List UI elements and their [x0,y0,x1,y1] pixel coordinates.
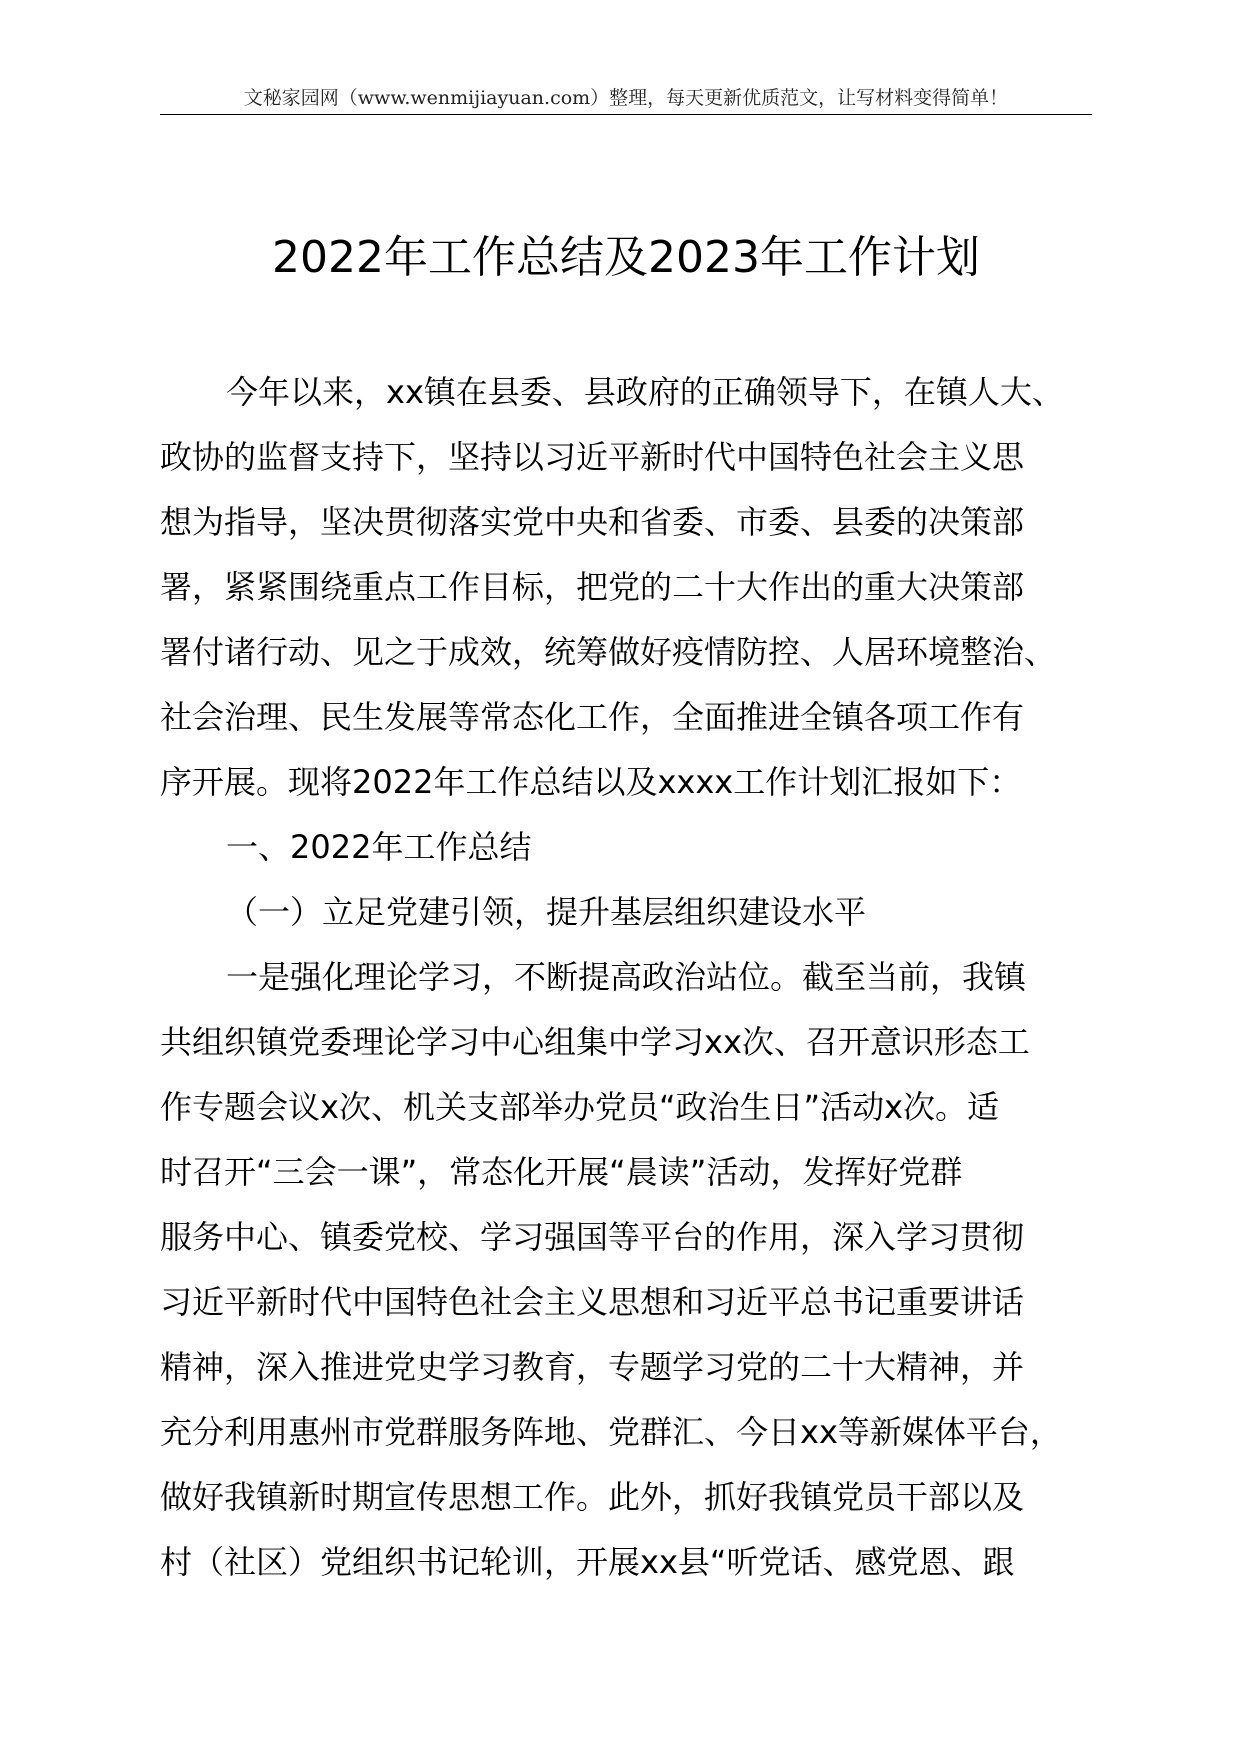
paragraph-line: 村（社区）党组织书记轮训，开展xx县“听党话、感党恩、跟 [160,1543,1015,1581]
paragraph-line: 想为指导，坚决贯彻落实党中央和省委、市委、县委的决策部 [160,503,1025,541]
subsection-heading: （一）立足党建引领，提升基层组织建设水平 [226,893,867,931]
paragraph-line: 服务中心、镇委党校、学习强国等平台的作用，深入学习贯彻 [160,1218,1025,1256]
paragraph-line: 作专题会议x次、机关支部举办党员“政治生日”活动x次。适 [160,1088,1000,1126]
paragraph-line: 共组织镇党委理论学习中心组集中学习xx次、召开意识形态工 [160,1023,1030,1061]
paragraph-line: 做好我镇新时期宣传思想工作。此外，抓好我镇党员干部以及 [160,1478,1025,1516]
paragraph-line: 精神，深入推进党史学习教育，专题学习党的二十大精神，并 [160,1348,1025,1386]
paragraph-line: 序开展。现将2022年工作总结以及xxxx工作计划汇报如下： [160,763,1022,801]
page-header: 文秘家园网（www.wenmijiayuan.com）整理，每天更新优质范文，让写材料变得简单！ [160,86,1092,115]
paragraph-line: 习近平新时代中国特色社会主义思想和习近平总书记重要讲话 [160,1283,1025,1321]
paragraph-line: 充分利用惠州市党群服务阵地、党群汇、今日xx等新媒体平台， [160,1413,1062,1451]
document-body [160,360,1100,1595]
document-title: 2022年工作总结及2023年工作计划 [272,232,980,283]
section-heading: 一、2022年工作总结 [226,828,532,866]
paragraph-line: 政协的监督支持下，坚持以习近平新时代中国特色社会主义思 [160,438,1025,476]
paragraph-line: 一是强化理论学习，不断提高政治站位。截至当前，我镇 [226,958,1027,996]
paragraph-line: 今年以来，xx镇在县委、县政府的正确领导下，在镇人大、 [226,373,1064,411]
paragraph-line: 时召开“三会一课”，常态化开展“晨读”活动，发挥好党群 [160,1153,963,1191]
paragraph-line: 社会治理、民生发展等常态化工作，全面推进全镇各项工作有 [160,698,1025,736]
paragraph-line: 署付诸行动、见之于成效，统筹做好疫情防控、人居环境整治、 [160,633,1057,671]
paragraph-line: 署，紧紧围绕重点工作目标，把党的二十大作出的重大决策部 [160,568,1025,606]
